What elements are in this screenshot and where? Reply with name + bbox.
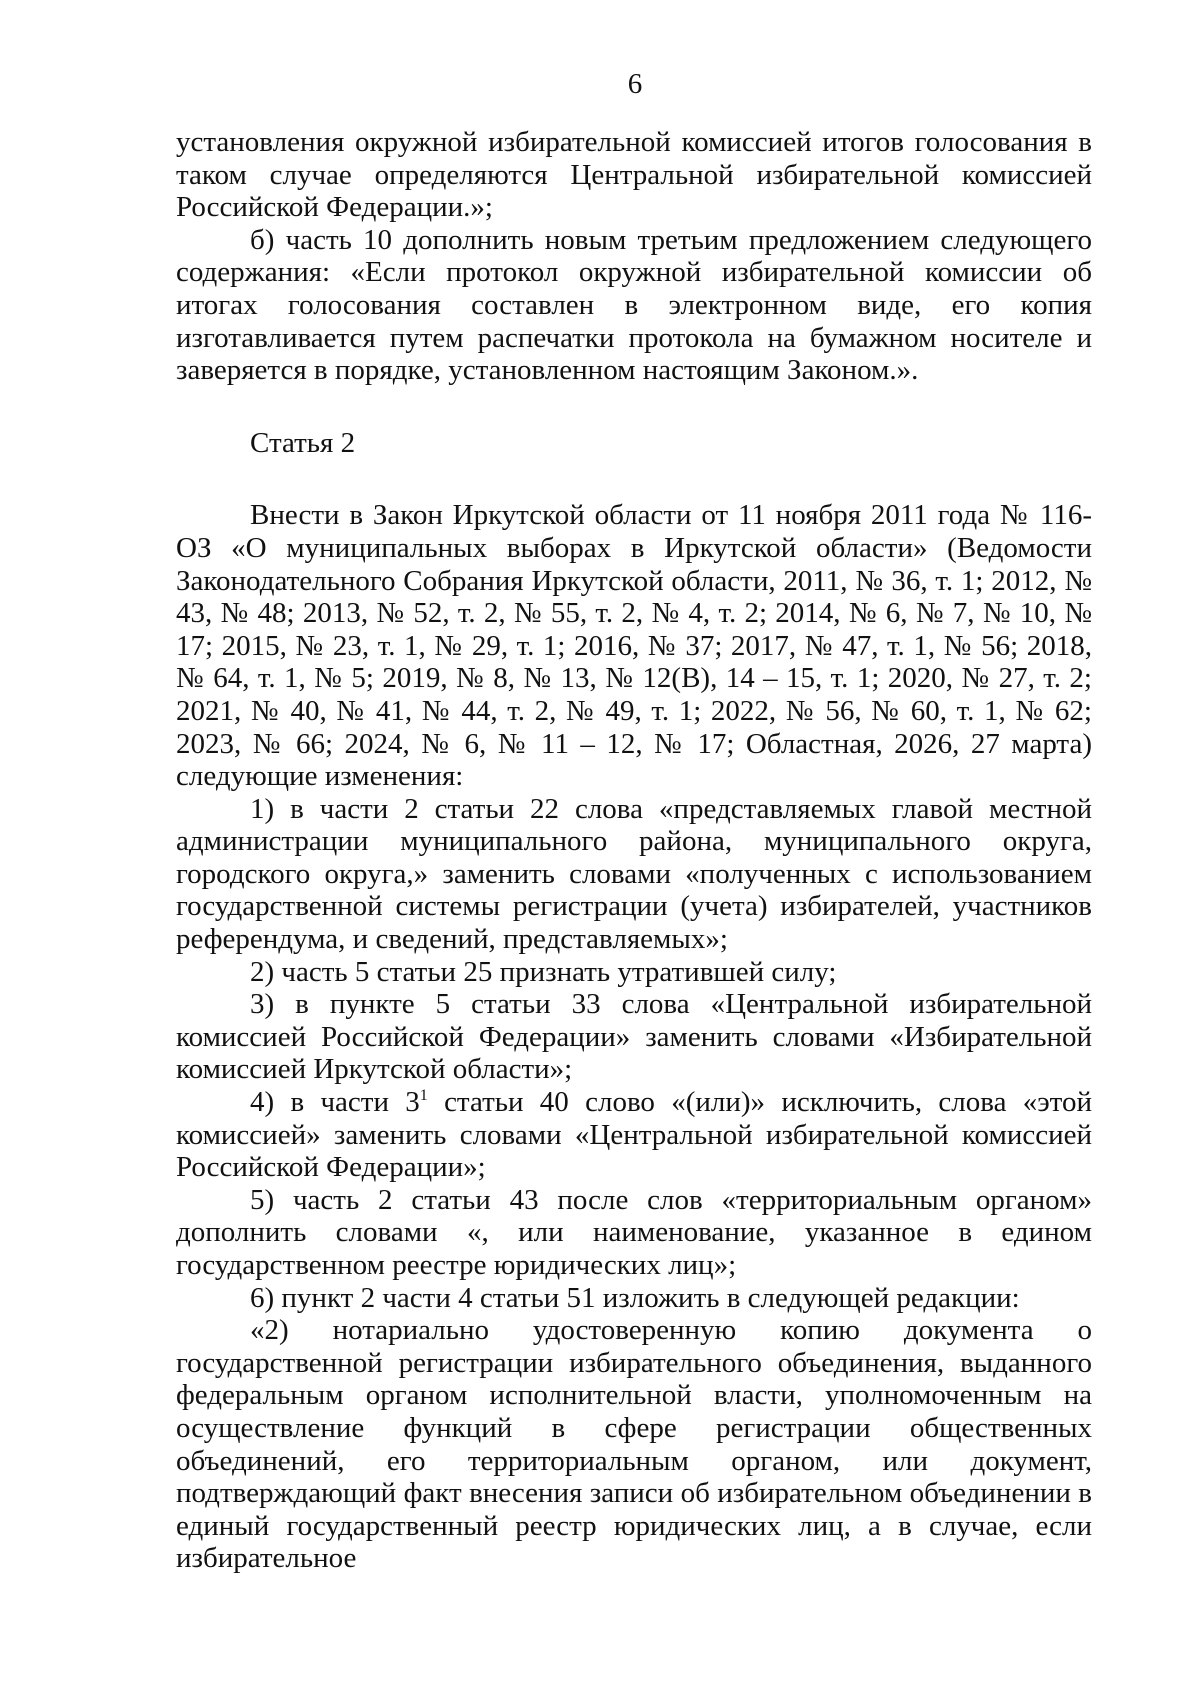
list-item-2: 2) часть 5 статьи 25 признать утратившей силу;	[250, 955, 837, 988]
superscript-number: 1	[419, 1087, 428, 1105]
article-heading: Статья 2	[250, 426, 356, 459]
list-item-4-start: 4) в части 3	[250, 1086, 420, 1119]
list-item-3: 3) в пункте 5 статьи 33 слова «Центральной избирательной комиссией Российской Федерации» заменить словами «Избирательной комиссией Иркутской области»;	[176, 988, 1092, 1086]
spacer	[176, 387, 1092, 427]
document-body	[176, 126, 1092, 1575]
list-item-1: 1) в части 2 статьи 22 слова «представляемых главой местной администрации муниципального района, муниципального округа, городского округа,» заменить словами «полученных с использованием государственной системы регистрации (учета) избирателей, участников референдума, и сведений, представляемых»;	[176, 792, 1092, 956]
paragraph-continuation: установления окружной избирательной комиссией итогов голосования в таком случае определяются Центральной избирательной комиссией Российской Федерации.»;	[176, 126, 1092, 224]
list-item-4	[176, 1086, 1092, 1184]
list-item-6: 6) пункт 2 части 4 статьи 51 изложить в следующей редакции:	[250, 1281, 1020, 1314]
article-intro: Внести в Закон Иркутской области от 11 ноября 2011 года № 116-ОЗ «О муниципальных выборах в Иркутской области» (Ведомости Законодательного Собрания Иркутской области, 2011, № 36, т. 1; 2012, № 43, № 48; 2013, № 52, т. 2, № 55, т. 2, № 4, т. 2; 2014, № 6, № 7, № 10, № 17; 2015, № 23, т. 1, № 29, т. 1; 2016, № 37; 2017, № 47, т. 1, № 56; 2018, № 64, т. 1, № 5; 2019, № 8, № 13, № 12(В), 14 – 15, т. 1; 2020, № 27, т. 2; 2021, № 40, № 41, № 44, т. 2, № 49, т. 1; 2022, № 56, № 60, т. 1, № 62; 2023, № 66; 2024, № 6, № 11 – 12, № 17; Областная, 2026, 27 марта) следующие изменения:	[176, 499, 1092, 793]
spacer	[176, 459, 1092, 499]
list-item-4-rest: статьи 40 слово «(или)» исключить, слова «этой комиссией» заменить словами «Центральной избирательной комиссией Российской Федерации»;	[176, 1086, 1092, 1184]
page-number: 6	[627, 68, 643, 100]
paragraph-amendment-b: б) часть 10 дополнить новым третьим предложением следующего содержания: «Если протокол окружной избирательной комиссии об итогах голосования составлен в электронном виде, его копия изготавливается путем распечатки протокола на бумажном носителе и заверяется в порядке, установленном настоящим Законом.».	[176, 223, 1092, 387]
quoted-new-text: «2) нотариально удостоверенную копию документа о государственной регистрации избирательного объединения, выданного федеральным органом исполнительной власти, уполномоченным на осуществление функций в сфере регистрации общественных объединений, его территориальным органом, или документ, подтверждающий факт внесения записи об избирательном объединении в единый государственный реестр юридических лиц, а в случае, если избирательное	[176, 1314, 1092, 1575]
list-item-5: 5) часть 2 статьи 43 после слов «территориальным органом» дополнить словами «, или наименование, указанное в едином государственном реестре юридических лиц»;	[176, 1183, 1092, 1281]
